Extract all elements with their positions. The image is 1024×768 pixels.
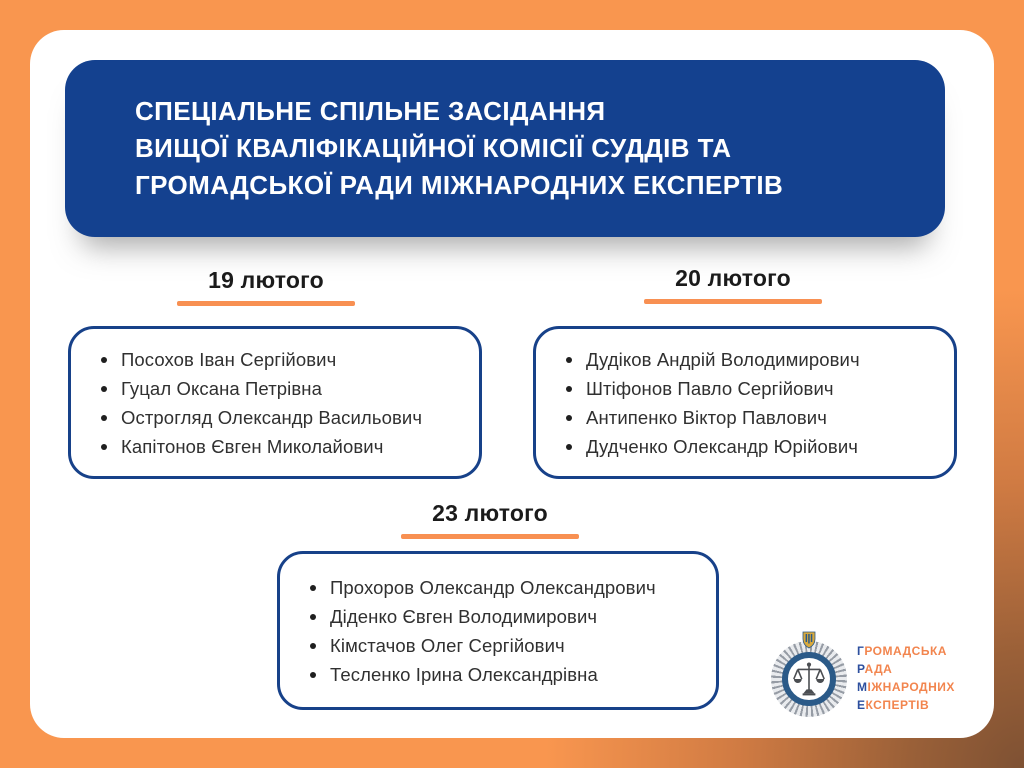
participant-name: Антипенко Віктор Павлович (564, 403, 860, 432)
participant-name: Острогляд Олександр Васильович (99, 403, 422, 432)
participant-box-23 (277, 551, 719, 710)
title-line-1: СПЕЦІАЛЬНЕ СПІЛЬНЕ ЗАСІДАННЯ (135, 96, 606, 126)
participant-name: Капітонов Євген Миколайович (99, 432, 422, 461)
participant-name: Тесленко Ірина Олександрівна (308, 660, 656, 689)
participant-list (280, 573, 656, 689)
content-card (30, 30, 994, 738)
org-name-line (857, 678, 955, 696)
participant-list (71, 345, 422, 461)
justice-emblem-icon (768, 631, 850, 719)
org-initial: Г (857, 644, 865, 658)
org-rest: КСПЕРТІВ (865, 698, 930, 712)
date-text: 20 лютого (675, 265, 791, 291)
date-underline (177, 301, 355, 306)
title-banner (65, 60, 945, 237)
org-initial: М (857, 680, 868, 694)
emblem-ring-icon (782, 652, 836, 706)
org-logo (768, 631, 955, 719)
participant-name: Посохов Іван Сергійович (99, 345, 422, 374)
session-date-heading-19 (177, 267, 355, 306)
org-rest: АДА (864, 662, 893, 676)
participant-name: Штіфонов Павло Сергійович (564, 374, 860, 403)
org-name (857, 631, 955, 719)
participant-box-19 (68, 326, 482, 479)
participant-name: Прохоров Олександр Олександрович (308, 573, 656, 602)
participant-name: Дудіков Андрій Володимирович (564, 345, 860, 374)
org-initial: Е (857, 698, 866, 712)
session-date-heading-23 (401, 500, 579, 539)
participant-name: Гуцал Оксана Петрівна (99, 374, 422, 403)
participant-name: Діденко Євген Володимирович (308, 602, 656, 631)
org-initial: Р (857, 662, 865, 676)
date-text: 23 лютого (432, 500, 548, 526)
participant-name: Дудченко Олександр Юрійович (564, 432, 860, 461)
org-name-line (857, 660, 955, 678)
participant-box-20 (533, 326, 957, 479)
title-line-3: ГРОМАДСЬКОЇ РАДИ МІЖНАРОДНИХ ЕКСПЕРТІВ (135, 170, 784, 200)
org-rest: ІЖНАРОДНИХ (867, 680, 955, 694)
org-name-line (857, 696, 955, 714)
trident-icon (802, 631, 816, 649)
org-rest: РОМАДСЬКА (864, 644, 947, 658)
scales-of-justice-icon (793, 661, 825, 697)
date-text: 19 лютого (208, 267, 324, 293)
date-underline (644, 299, 822, 304)
org-name-line (857, 642, 955, 660)
participant-list (536, 345, 860, 461)
session-date-heading-20 (644, 265, 822, 304)
participant-name: Кімстачов Олег Сергійович (308, 631, 656, 660)
title-line-2: ВИЩОЇ КВАЛІФІКАЦІЙНОЇ КОМІСІЇ СУДДІВ ТА (135, 133, 732, 163)
date-underline (401, 534, 579, 539)
